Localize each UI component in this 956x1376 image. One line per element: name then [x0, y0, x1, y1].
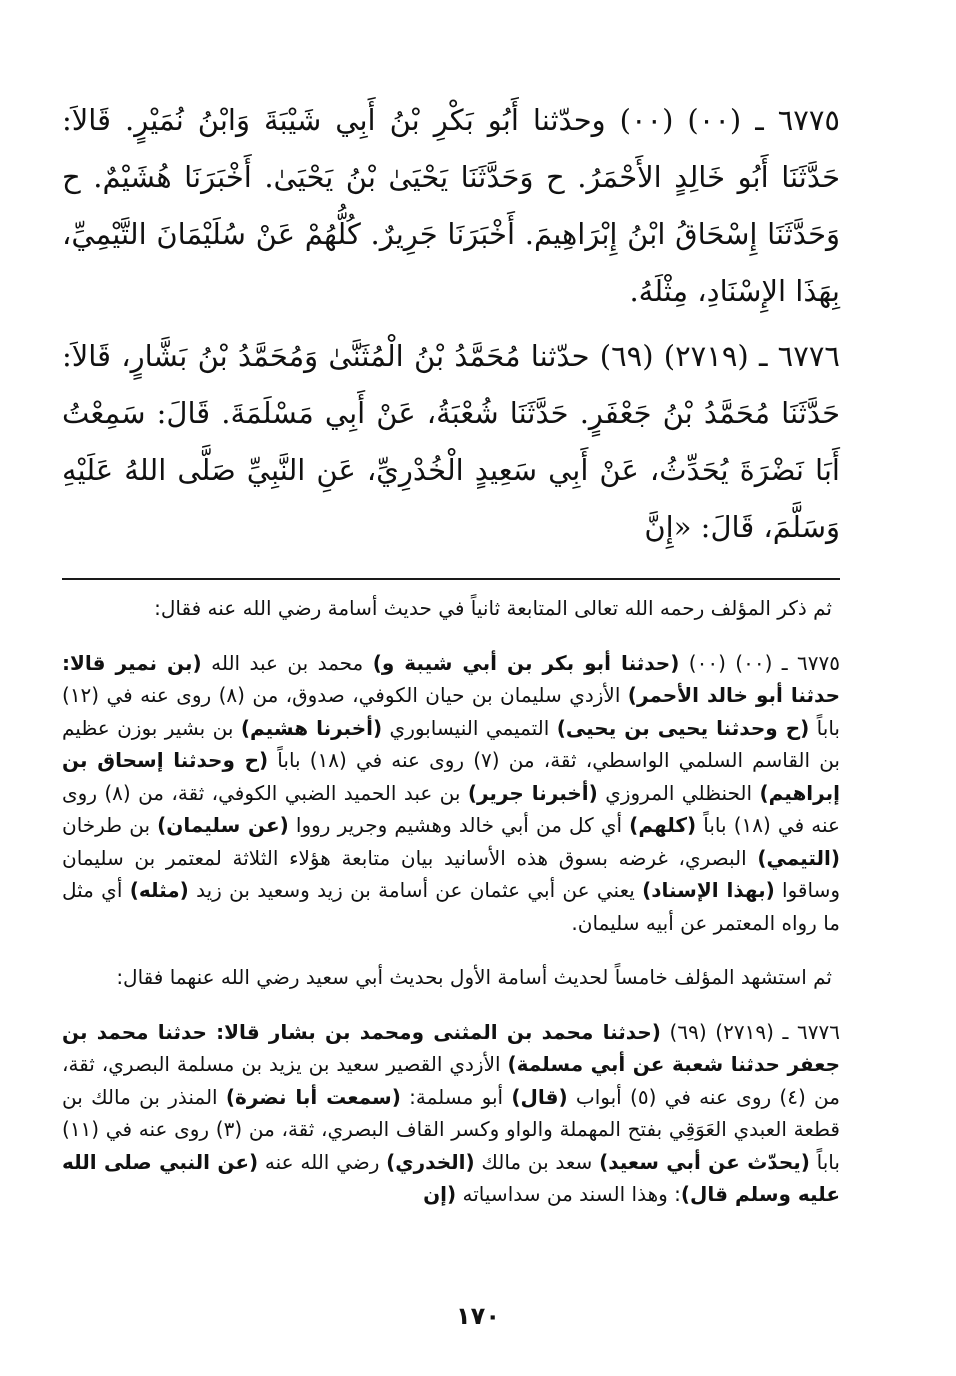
commentary-text: بن طرخان [62, 813, 158, 837]
hadith-6776-text: ٦٧٧٦ ـ (٢٧١٩) (٦٩) حدّثنا مُحَمَّدُ بْنُ الْمُثَنَّىٰ وَمُحَمَّدُ بْنُ بَشَّارٍ، قَالاَ: حَدَّثَنَا مُحَمَّدُ بْنُ جَعْفَرٍ. حَدَّثَنَا شُعْبَةُ، عَنْ أَبِي مَسْلَمَةَ. قَالَ: سَمِعْتُ أَبَا نَضْرَةَ يُحَدِّثُ، عَنْ أَبِي سَعِيدٍ الْخُدْرِيِّ، عَنِ النَّبِيِّ صَلَّى اللهُ عَلَيْهِ وَسَلَّمَ، قَالَ: «إِنَّ [62, 339, 840, 544]
commentary-text: البصري، غرضه بسوق هذه الأسانيد بيان متابعة هؤلاء الثلاثة لمعتمر بن سليمان وساقوا [62, 845, 840, 902]
commentary-text: ٦٧٧٥ ـ (٠٠) (٠٠) [679, 650, 841, 675]
book-page [62, 92, 840, 1211]
bold-quoted-text: (عن النبي صلى الله عليه وسلم قال) [62, 1149, 840, 1206]
commentary-text: المنذر بن مالك بن قطعة العبدي العَوَقِي بفتح المهملة والواو وكسر القاف البصري، ثقة، من (٣) روى عنه في (١١) باباً [62, 1084, 840, 1174]
bold-quoted-text: (ح وحدثنا يحيى بن يحيى) [556, 715, 810, 740]
commentary-text: الأزدي سليمان بن حيان الكوفي، صدوق، من (٨) روى عنه في (١٢) باباً [62, 683, 840, 740]
bold-quoted-text: (قال) [511, 1084, 568, 1109]
commentary-text: الحنظلي المروزي [597, 780, 760, 805]
hadith-6775-text: ٦٧٧٥ ـ (٠٠) (٠٠) وحدّثنا أَبُو بَكْرِ بْنُ أَبِي شَيْبَةَ وَابْنُ نُمَيْرٍ. قَالاَ: حَدَّثَنَا أَبُو خَالِدٍ الأَحْمَرُ. ح وَحَدَّثَنَا يَحْيَىٰ بْنُ يَحْيَىٰ. أَخْبَرَنَا هُشَيْمٌ. ح وَحَدَّثَنَا إِسْحَاقُ ابْنُ إِبْرَاهِيمَ. أَخْبَرَنَا جَرِيرٌ. كُلُّهُمْ عَنْ سُلَيْمَانَ التَّيْمِيِّ، بِهَذَا الإِسْنَادِ، مِثْلَهُ. [62, 103, 840, 308]
commentary-intro-1: ثم ذكر المؤلف رحمه الله تعالى المتابعة ثانياً في حديث أسامة رضي الله عنه فقال: [154, 596, 832, 620]
commentary-6775 [62, 647, 840, 940]
bold-quoted-text: (حدثنا محمد بن المثنى ومحمد بن بشار قالا: حدثنا محمد بن جعفر حدثنا شعبة عن أبي مسلمة) [62, 1019, 840, 1076]
bold-quoted-text: (الخدري) [386, 1149, 475, 1174]
bold-quoted-text: (التيمي) [757, 845, 840, 870]
commentary-text: الأزدي القصير سعيد بن يزيد بن مسلمة البصري، ثقة، من (٤) روى عنه في (٥) أبواب [62, 1052, 840, 1109]
commentary-text: رضي الله عنه [258, 1149, 387, 1174]
bold-quoted-text: (حدثنا أبو بكر بن أبي شيبة و) [372, 650, 680, 675]
bold-quoted-text: (أخبرنا هشيم) [240, 715, 383, 740]
bold-quoted-text: (عن سليمان) [157, 813, 289, 837]
bold-quoted-text: (سمعت أبا نضرة) [225, 1084, 401, 1109]
commentary-text: ٦٧٧٦ ـ (٢٧١٩) (٦٩) [660, 1019, 840, 1044]
commentary-text: يعني عن أبي عثمان عن أسامة بن زيد وسعيد بن زيد [188, 878, 643, 902]
bold-quoted-text: (بهذا الإسناد) [642, 878, 775, 902]
page-number: ١٧٠ [456, 1302, 500, 1330]
bold-quoted-text: (بن نمير قالا: حدثنا أبو خالد الأحمر) [62, 650, 840, 707]
commentary-6776 [62, 1016, 840, 1211]
commentary-text: سعد بن مالك [474, 1149, 600, 1174]
commentary-text: أبو مسلمة: [400, 1084, 512, 1109]
bold-quoted-text: (يحدّث عن أبي سعيد) [599, 1149, 810, 1174]
commentary-text: : وهذا السند من سداسياته [456, 1182, 681, 1206]
commentary-text: محمد بن عبد الله [201, 650, 373, 675]
commentary-text: التميمي النيسابوري [382, 715, 557, 740]
bold-quoted-text: (أخبرنا جرير) [467, 780, 598, 805]
commentary-intro-2: ثم استشهد المؤلف خامساً لحديث أسامة الأول بحديث أبي سعيد رضي الله عنهما فقال: [116, 965, 832, 989]
commentary-text: بن عبد الحميد الضبي الكوفي، ثقة، من (٨) روى عنه في (١٨) باباً [62, 780, 840, 837]
bold-quoted-text: (إن [423, 1182, 457, 1206]
commentary-text: بن بشير بوزن عظيم بن القاسم السلمي الواسطي، ثقة، من (٧) روى عنه في (١٨) باباً [62, 715, 840, 772]
footnote-divider [62, 578, 840, 580]
commentary-text: أي مثل ما رواه المعتمر عن أبيه سليمان. [62, 878, 840, 935]
bold-quoted-text: (ح وحدثنا إسحاق بن إبراهيم) [62, 748, 840, 805]
bold-quoted-text: (كلهم) [629, 813, 697, 837]
bold-quoted-text: (مثله) [129, 878, 189, 902]
commentary-text: أي كل من أبي خالد وهشيم وجرير رووا [288, 813, 630, 837]
